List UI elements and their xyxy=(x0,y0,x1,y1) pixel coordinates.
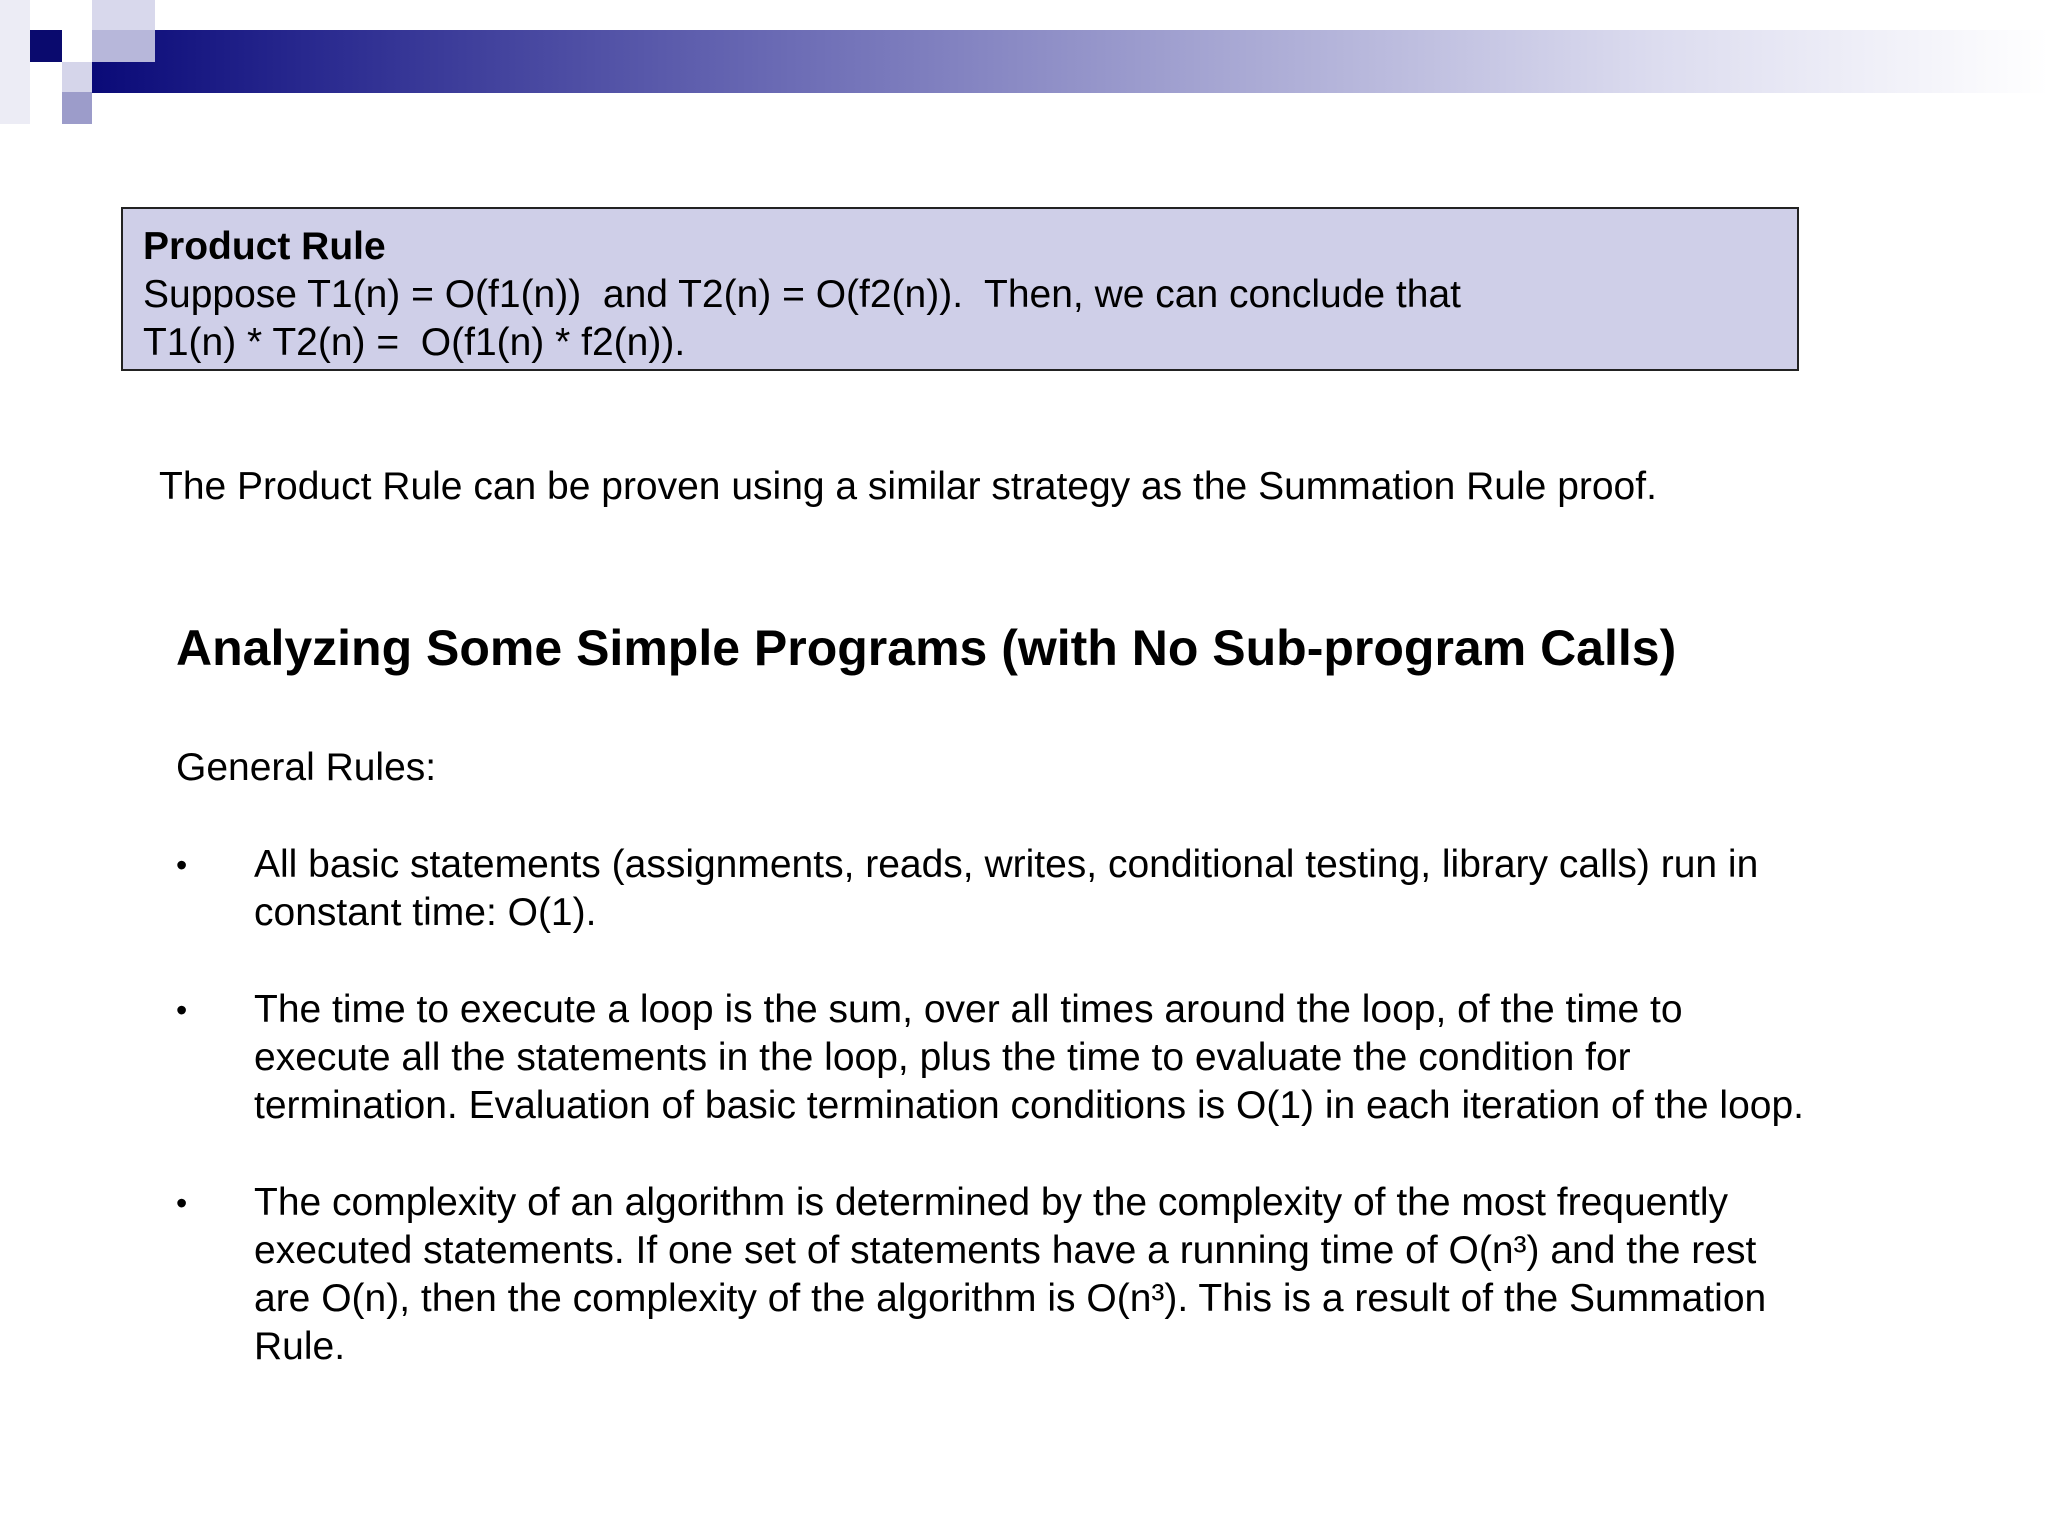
rule-bullet-item xyxy=(176,841,1876,937)
header-square-decoration xyxy=(62,92,92,124)
header-gradient-bar xyxy=(92,30,2048,93)
header-square-decoration xyxy=(30,30,62,62)
header-square-decoration xyxy=(0,0,30,124)
rule-bullet-text: All basic statements (assignments, reads, writes, conditional testing, library calls) run in constant time: O(1). xyxy=(254,843,1759,934)
bullet-icon: • xyxy=(176,847,188,883)
rule-bullet-text: The complexity of an algorithm is determined by the complexity of the most frequently executed statements. If one set of statements have a running time of O(n³) and the rest are O(n), then the complexity of the algorithm is O(n³). This is a result of the Summation Rule. xyxy=(254,1181,1767,1368)
slide-header-decoration xyxy=(0,0,2048,124)
bullet-icon: • xyxy=(176,992,188,1028)
proof-note-text: The Product Rule can be proven using a similar strategy as the Summation Rule proof. xyxy=(159,465,1657,508)
product-rule-statement-line1: Suppose T1(n) = O(f1(n)) and T2(n) = O(f2(n)). Then, we can conclude that xyxy=(143,273,1461,316)
rule-bullet-item xyxy=(176,986,1876,1130)
rule-bullet-text: The time to execute a loop is the sum, over all times around the loop, of the time to execute all the statements in the loop, plus the time to evaluate the condition for termination. Evaluation of basic termination conditions is O(1) in each iteration of the loop. xyxy=(254,988,1805,1127)
rule-bullet-item xyxy=(176,1179,1876,1371)
general-rules-label: General Rules: xyxy=(176,746,437,789)
product-rule-title: Product Rule xyxy=(143,225,386,268)
product-rule-statement-line2: T1(n) * T2(n) = O(f1(n) * f2(n)). xyxy=(143,321,686,364)
header-square-decoration xyxy=(62,62,92,92)
product-rule-box xyxy=(121,207,1799,371)
section-heading: Analyzing Some Simple Programs (with No Sub-program Calls) xyxy=(176,620,1677,676)
header-square-decoration xyxy=(92,30,155,62)
bullet-icon: • xyxy=(176,1185,188,1221)
